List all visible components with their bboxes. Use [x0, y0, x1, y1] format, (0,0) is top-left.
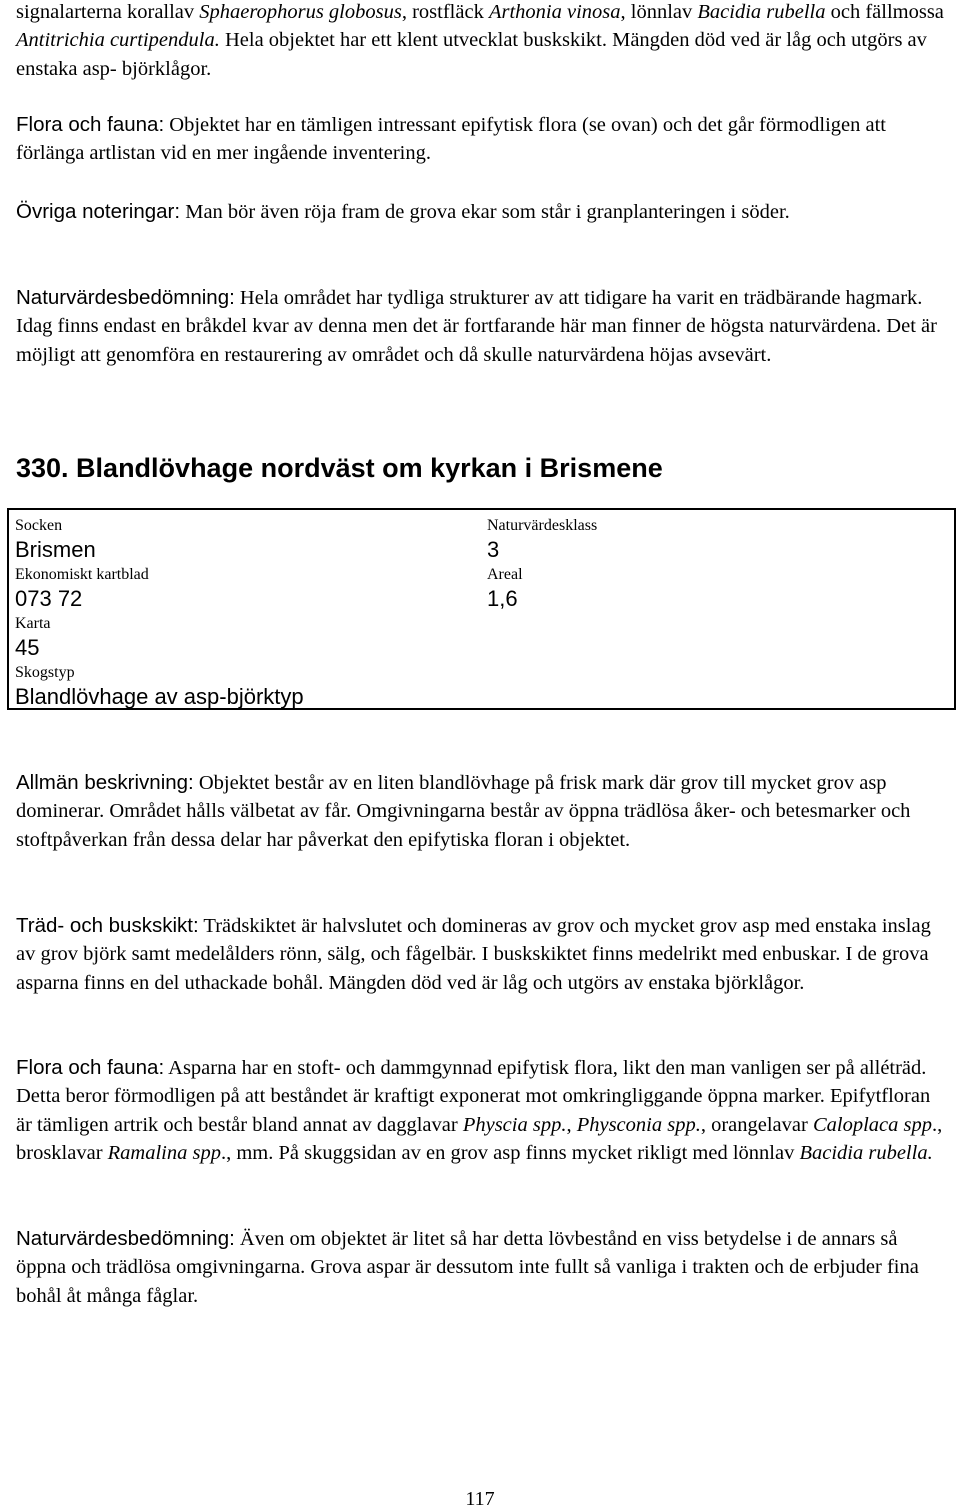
- species-name: Arthonia vinosa: [488, 1, 621, 23]
- species-name: Bacidia rubella.: [799, 1142, 933, 1165]
- object-heading: 330. Blandlövhage nordväst om kyrkan i Brismene: [16, 453, 663, 483]
- allman-beskrivning-paragraph: Allmän beskrivning: Objektet består av en liten blandlövhage på frisk mark där grov till mycket grov asp dominerar. Området hålls välbetat av får. Omgivningarna består av öppna trädlösa åker- och betesmarker och stoftpåverkan från dessa delar har påverkat den epifytiska floran i objektet.: [16, 771, 911, 851]
- areal-value: 1,6: [487, 586, 518, 611]
- areal-label: Areal: [487, 566, 523, 583]
- species-name: Ramalina spp: [107, 1142, 221, 1165]
- skogstyp-label: Skogstyp: [15, 664, 75, 681]
- section-label: Flora och fauna:: [16, 1056, 165, 1079]
- naturvardesbedomning-paragraph-previous: Naturvärdesbedömning: Hela området har tydliga strukturer av att tidigare ha varit en trädbärande hagmark. Idag finns endast en bråkdel kvar av denna men det är fortfarande här man finner de högsta naturvärdena. Det är möjligt att genomföra en restaurering av området och då skulle naturvärdena höjas avsevärt.: [16, 286, 937, 366]
- section-label: Träd- och buskskikt:: [16, 914, 199, 937]
- socken-field: [15, 516, 96, 564]
- species-name: Physcia spp.: [462, 1113, 567, 1136]
- section-label: Övriga noteringar:: [16, 200, 181, 223]
- page-number: 117: [465, 1488, 495, 1510]
- socken-value: Brismen: [15, 537, 96, 562]
- object-info-box: [7, 508, 956, 710]
- naturvardesbedomning-paragraph: Naturvärdesbedömning: Även om objektet är litet så har detta lövbestånd en viss betydelse i de annars så öppna och trädlösa omgivningarna. Grova aspar är dessutom inte fullt så vanliga i trakten och de erbjuder fina bohål åt många fåglar.: [16, 1227, 919, 1307]
- naturvardesklass-label: Naturvärdesklass: [487, 517, 598, 534]
- ovriga-noteringar-paragraph: Övriga noteringar: Man bör även röja fram de grova ekar som står i granplanteringen i söder.: [16, 200, 790, 223]
- skogstyp-value: Blandlövhage av asp-björktyp: [15, 684, 304, 709]
- karta-value: 45: [15, 635, 40, 660]
- socken-label: Socken: [15, 517, 63, 534]
- continued-paragraph: signalarterna korallav Sphaerophorus globosus, rostfläck Arthonia vinosa, lönnlav Bacidia rubella och fällmossa Antitrichia curtipendula. Hela objektet har ett klent utvecklat buskskikt. Mängden död ved är låg och utgörs av enstaka asp- björklågor.: [16, 1, 944, 80]
- species-name: Bacidia rubella: [697, 1, 826, 23]
- section-label: Flora och fauna:: [16, 113, 165, 136]
- section-label: Allmän beskrivning:: [16, 771, 194, 794]
- flora-fauna-paragraph: Flora och fauna: Asparna har en stoft- och dammgynnad epifytisk flora, likt den man vanligen ser på alléträd. Detta beror förmodligen på att beståndet är kraftigt exponerat mot omkringliggande öppna marker. Epifytfloran är tämligen artrik och består bland annat av dagglavar Physcia spp., Physconia spp., orangelavar Caloplaca spp., brosklavar Ramalina spp., mm. På skuggsidan av en grov asp finns mycket rikligt med lönnlav Bacidia rubella.: [16, 1056, 943, 1165]
- areal-field: [487, 565, 523, 613]
- kartblad-field: [15, 565, 149, 613]
- species-name: Physconia spp.: [576, 1113, 701, 1136]
- species-name: Antitrichia curtipendula.: [16, 29, 220, 52]
- kartblad-value: 073 72: [15, 586, 83, 611]
- naturvardesklass-value: 3: [487, 537, 500, 562]
- section-label: Naturvärdesbedömning:: [16, 286, 235, 309]
- section-label: Naturvärdesbedömning:: [16, 1227, 235, 1250]
- trad-buskskikt-paragraph: Träd- och buskskikt: Trädskiktet är halvslutet och domineras av grov och mycket grov asp med enstaka inslag av grov björk samt medelålders rönn, sälg, och fågelbär. I buskskiktet finns medelrikt med enbuskar. I de grova asparna finns en del uthackade bohål. Mängden död ved är låg och utgörs av enstaka björklågor.: [16, 914, 931, 994]
- karta-field: [15, 614, 51, 662]
- kartblad-label: Ekonomiskt kartblad: [15, 566, 149, 583]
- flora-fauna-paragraph-previous: Flora och fauna: Objektet har en tämligen intressant epifytisk flora (se ovan) och det går förmodligen att förlänga artlistan vid en mer ingående inventering.: [16, 113, 886, 165]
- species-name: Sphaerophorus globosus: [199, 1, 402, 23]
- naturvardesklass-field: [487, 516, 597, 564]
- species-name: Caloplaca spp: [812, 1113, 932, 1136]
- skogstyp-field: [15, 663, 304, 711]
- karta-label: Karta: [15, 615, 51, 632]
